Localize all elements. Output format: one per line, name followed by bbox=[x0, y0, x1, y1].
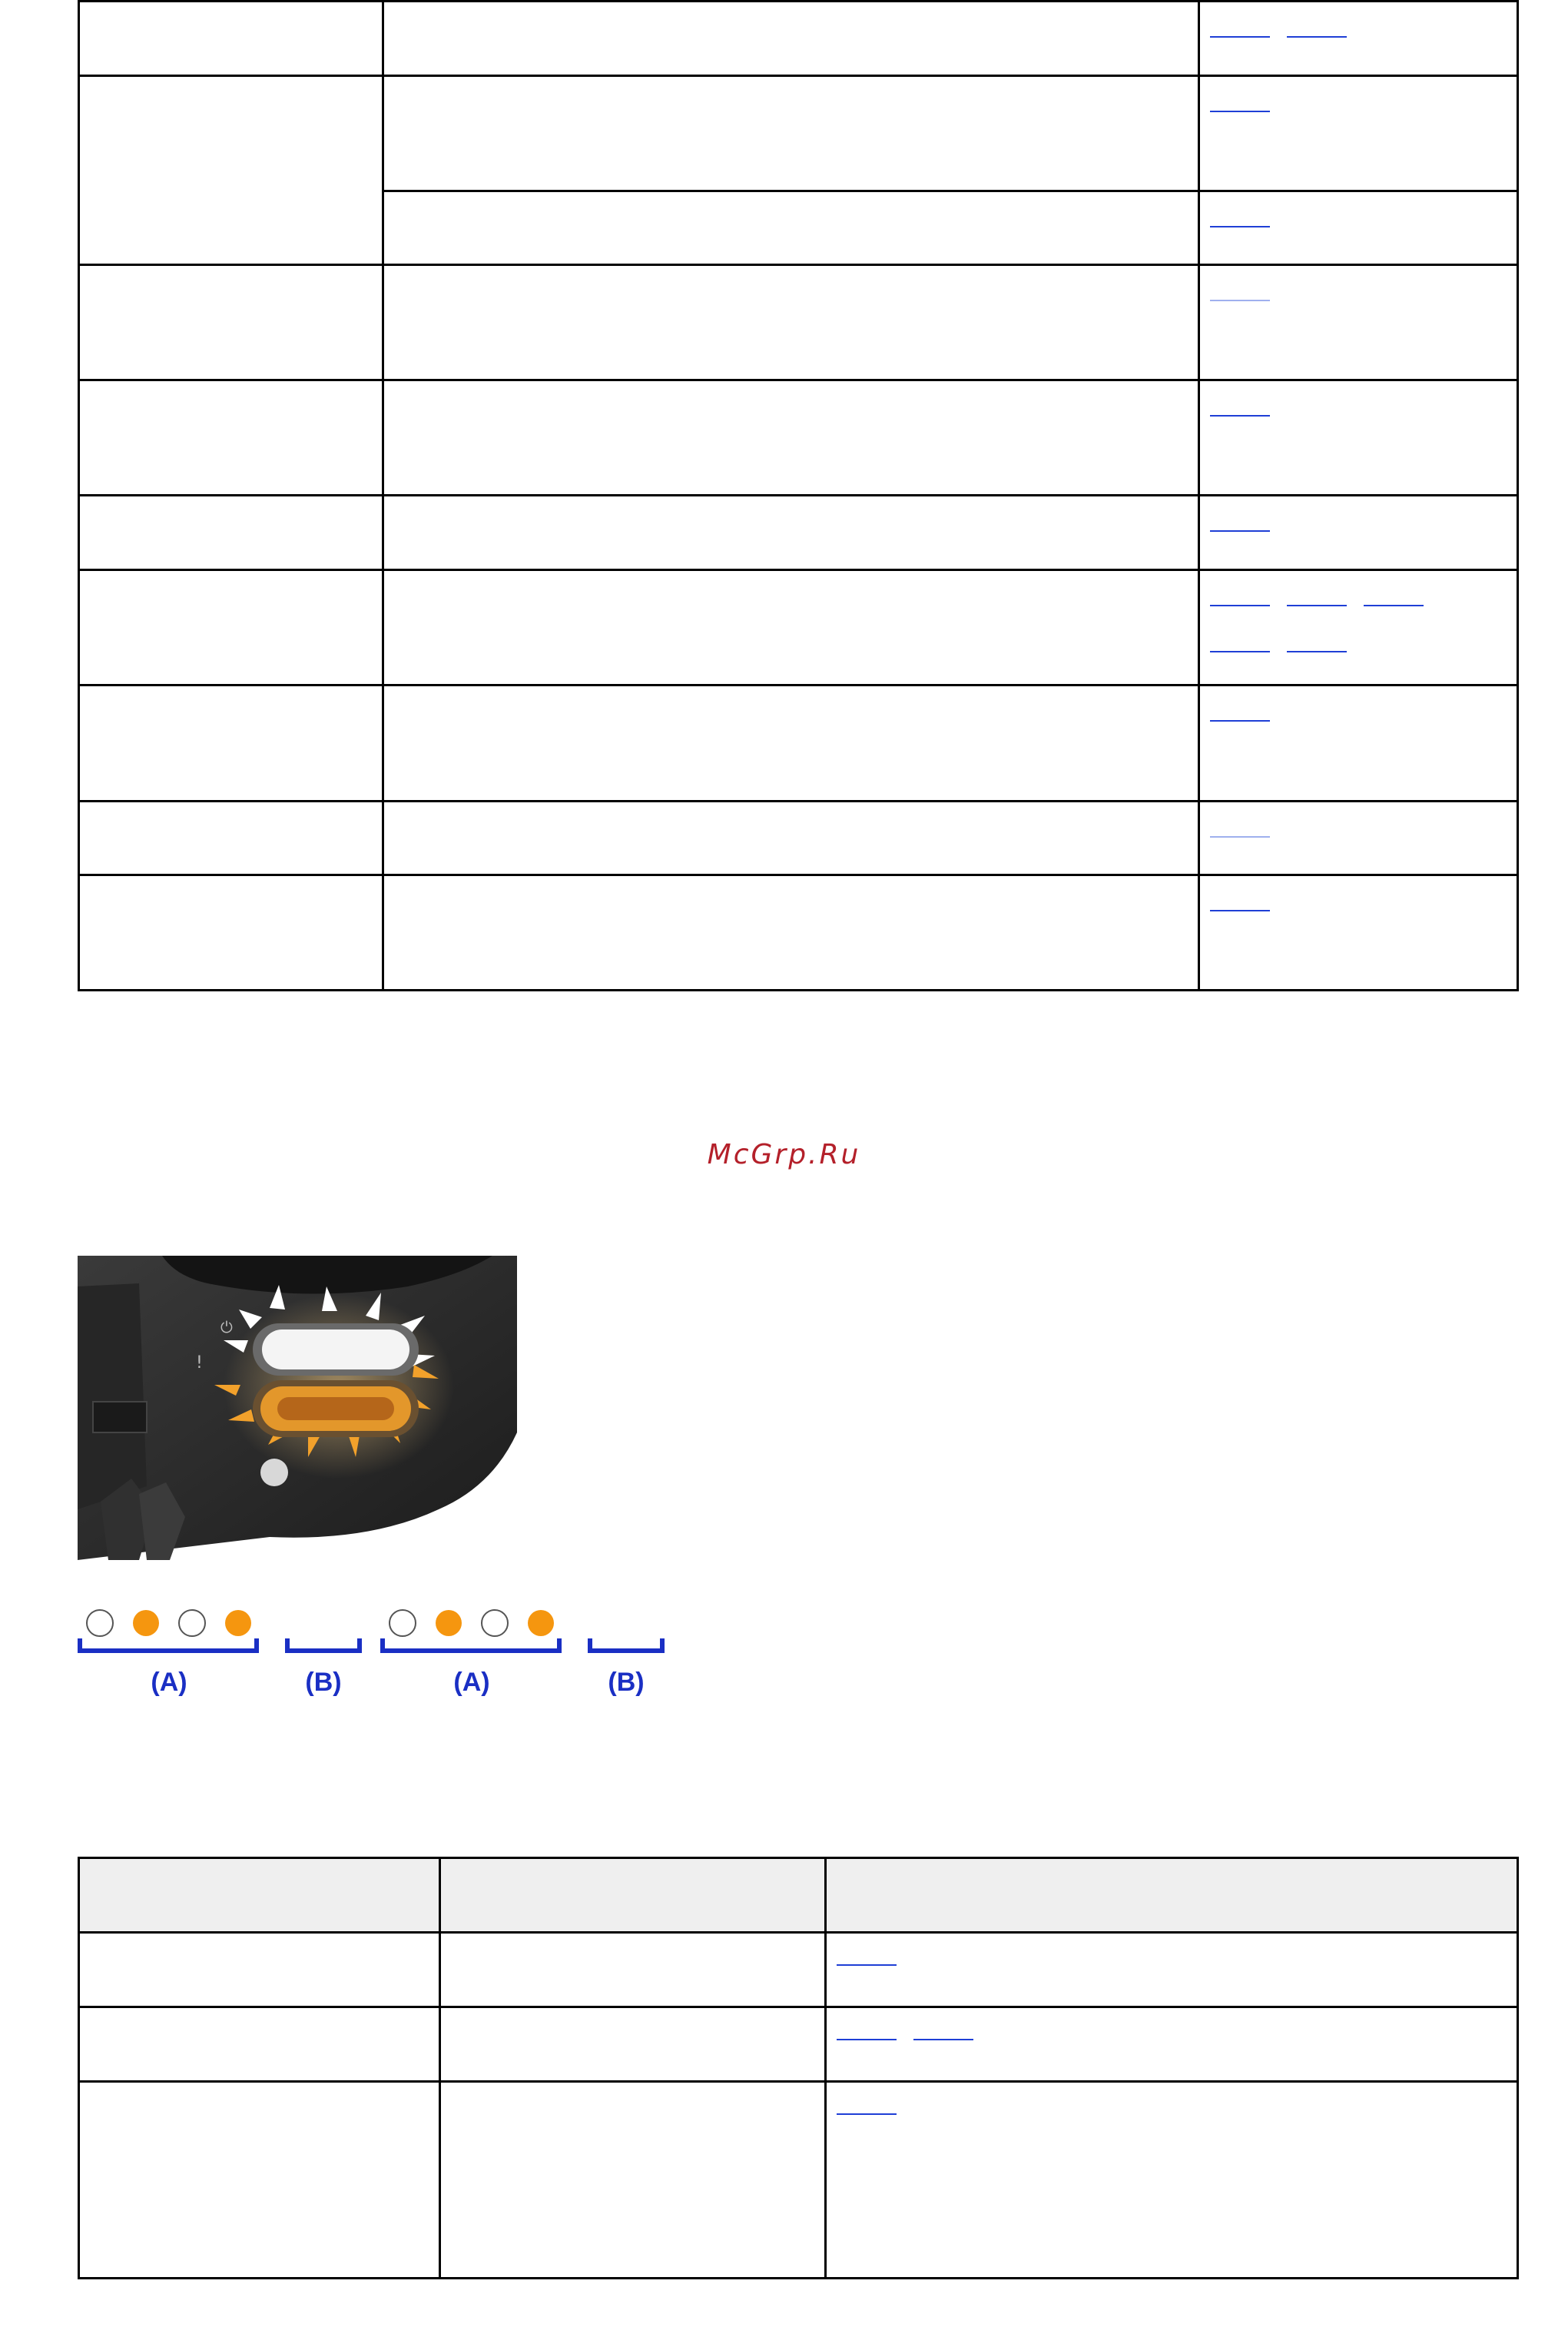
reference-link[interactable] bbox=[1210, 703, 1270, 722]
lamp-on-icon bbox=[436, 1610, 462, 1636]
table-row bbox=[79, 76, 1518, 191]
reference-cell bbox=[1199, 570, 1518, 685]
table-cell bbox=[383, 685, 1199, 802]
reference-cell bbox=[1199, 685, 1518, 802]
table-cell bbox=[383, 191, 1199, 265]
table-row bbox=[79, 2082, 1518, 2279]
table-cell bbox=[383, 76, 1199, 191]
reference-link[interactable] bbox=[913, 2022, 973, 2040]
reference-link[interactable] bbox=[1287, 634, 1347, 652]
table-cell bbox=[383, 265, 1199, 380]
table-cell bbox=[440, 2007, 826, 2082]
power-button bbox=[260, 1459, 288, 1486]
lamp-off-icon bbox=[179, 1610, 205, 1636]
table-cell bbox=[383, 802, 1199, 875]
reference-link[interactable] bbox=[1210, 588, 1270, 606]
reference-link[interactable] bbox=[1210, 283, 1270, 301]
reference-cell bbox=[1199, 265, 1518, 380]
reference-link[interactable] bbox=[1287, 19, 1347, 38]
table-cell bbox=[383, 2, 1199, 76]
reference-link[interactable] bbox=[1210, 209, 1270, 227]
lamp-on-icon bbox=[225, 1610, 251, 1636]
reference-link[interactable] bbox=[1287, 588, 1347, 606]
reference-cell bbox=[1199, 191, 1518, 265]
table-cell bbox=[79, 570, 383, 685]
header-cell bbox=[826, 1858, 1518, 1933]
table-cell bbox=[79, 685, 383, 802]
lamp-off-icon bbox=[482, 1610, 508, 1636]
lamp-on-icon bbox=[133, 1610, 159, 1636]
table-row bbox=[79, 265, 1518, 380]
bracket-a bbox=[80, 1638, 257, 1651]
table-cell bbox=[79, 380, 383, 496]
lamp-off-icon bbox=[87, 1610, 113, 1636]
reference-link[interactable] bbox=[1210, 19, 1270, 38]
table-row bbox=[79, 570, 1518, 685]
table-row bbox=[79, 1933, 1518, 2007]
table-cell bbox=[383, 496, 1199, 570]
bracket-b bbox=[590, 1638, 662, 1651]
reference-cell bbox=[1199, 496, 1518, 570]
table-row bbox=[79, 2, 1518, 76]
reference-link[interactable] bbox=[1210, 513, 1270, 532]
reference-link[interactable] bbox=[1210, 634, 1270, 652]
reference-link[interactable] bbox=[1210, 94, 1270, 112]
power-symbol-icon: ⏻ bbox=[220, 1318, 233, 1336]
troubleshooting-table-bottom bbox=[78, 1857, 1519, 2279]
reference-cell bbox=[1199, 875, 1518, 991]
lamp-off-icon bbox=[390, 1610, 416, 1636]
table-cell bbox=[383, 380, 1199, 496]
lamp-on-icon bbox=[528, 1610, 554, 1636]
table-cell bbox=[79, 802, 383, 875]
table-row bbox=[79, 2007, 1518, 2082]
reference-link[interactable] bbox=[1210, 893, 1270, 911]
reference-link[interactable] bbox=[1364, 588, 1424, 606]
reference-cell bbox=[1199, 802, 1518, 875]
header-cell bbox=[79, 1858, 440, 1933]
reference-link[interactable] bbox=[1210, 398, 1270, 417]
label-b: (B) bbox=[305, 1668, 342, 1697]
reference-link[interactable] bbox=[837, 1947, 897, 1966]
label-a: (A) bbox=[151, 1668, 187, 1697]
reference-link[interactable] bbox=[837, 2022, 897, 2040]
reference-cell bbox=[1199, 76, 1518, 191]
table-row bbox=[79, 380, 1518, 496]
table-cell bbox=[79, 496, 383, 570]
header-cell bbox=[440, 1858, 826, 1933]
lamp-group-a bbox=[87, 1610, 251, 1636]
label-a: (A) bbox=[453, 1668, 490, 1697]
table-cell bbox=[440, 2082, 826, 2279]
reference-cell bbox=[826, 1933, 1518, 2007]
label-b: (B) bbox=[608, 1668, 645, 1697]
bracket-a bbox=[383, 1638, 559, 1651]
table-cell bbox=[383, 875, 1199, 991]
table-cell bbox=[79, 76, 383, 265]
table-cell bbox=[440, 1933, 826, 2007]
reference-link[interactable] bbox=[1210, 819, 1270, 838]
reference-link[interactable] bbox=[837, 2096, 897, 2115]
reference-cell bbox=[1199, 380, 1518, 496]
table-cell bbox=[383, 570, 1199, 685]
troubleshooting-table-top bbox=[78, 0, 1519, 991]
table-cell bbox=[79, 2007, 440, 2082]
lamp-flash-sequence-figure bbox=[77, 1598, 676, 1706]
table-row bbox=[79, 685, 1518, 802]
table-row bbox=[79, 496, 1518, 570]
table-header-row bbox=[79, 1858, 1518, 1933]
table-cell bbox=[79, 265, 383, 380]
table-row bbox=[79, 802, 1518, 875]
table-row bbox=[79, 875, 1518, 991]
table-cell bbox=[79, 875, 383, 991]
bracket-b bbox=[287, 1638, 360, 1651]
reference-cell bbox=[826, 2082, 1518, 2279]
alarm-symbol-icon: ! bbox=[196, 1353, 203, 1373]
white-lamp bbox=[262, 1329, 409, 1369]
lamp-group-a bbox=[390, 1610, 554, 1636]
table-cell bbox=[79, 2082, 440, 2279]
table-cell bbox=[79, 2, 383, 76]
reference-cell bbox=[1199, 2, 1518, 76]
table-cell bbox=[79, 1933, 440, 2007]
watermark-text: McGrp.Ru bbox=[707, 1139, 861, 1170]
printer-panel-photo bbox=[78, 1256, 517, 1560]
reference-cell bbox=[826, 2007, 1518, 2082]
